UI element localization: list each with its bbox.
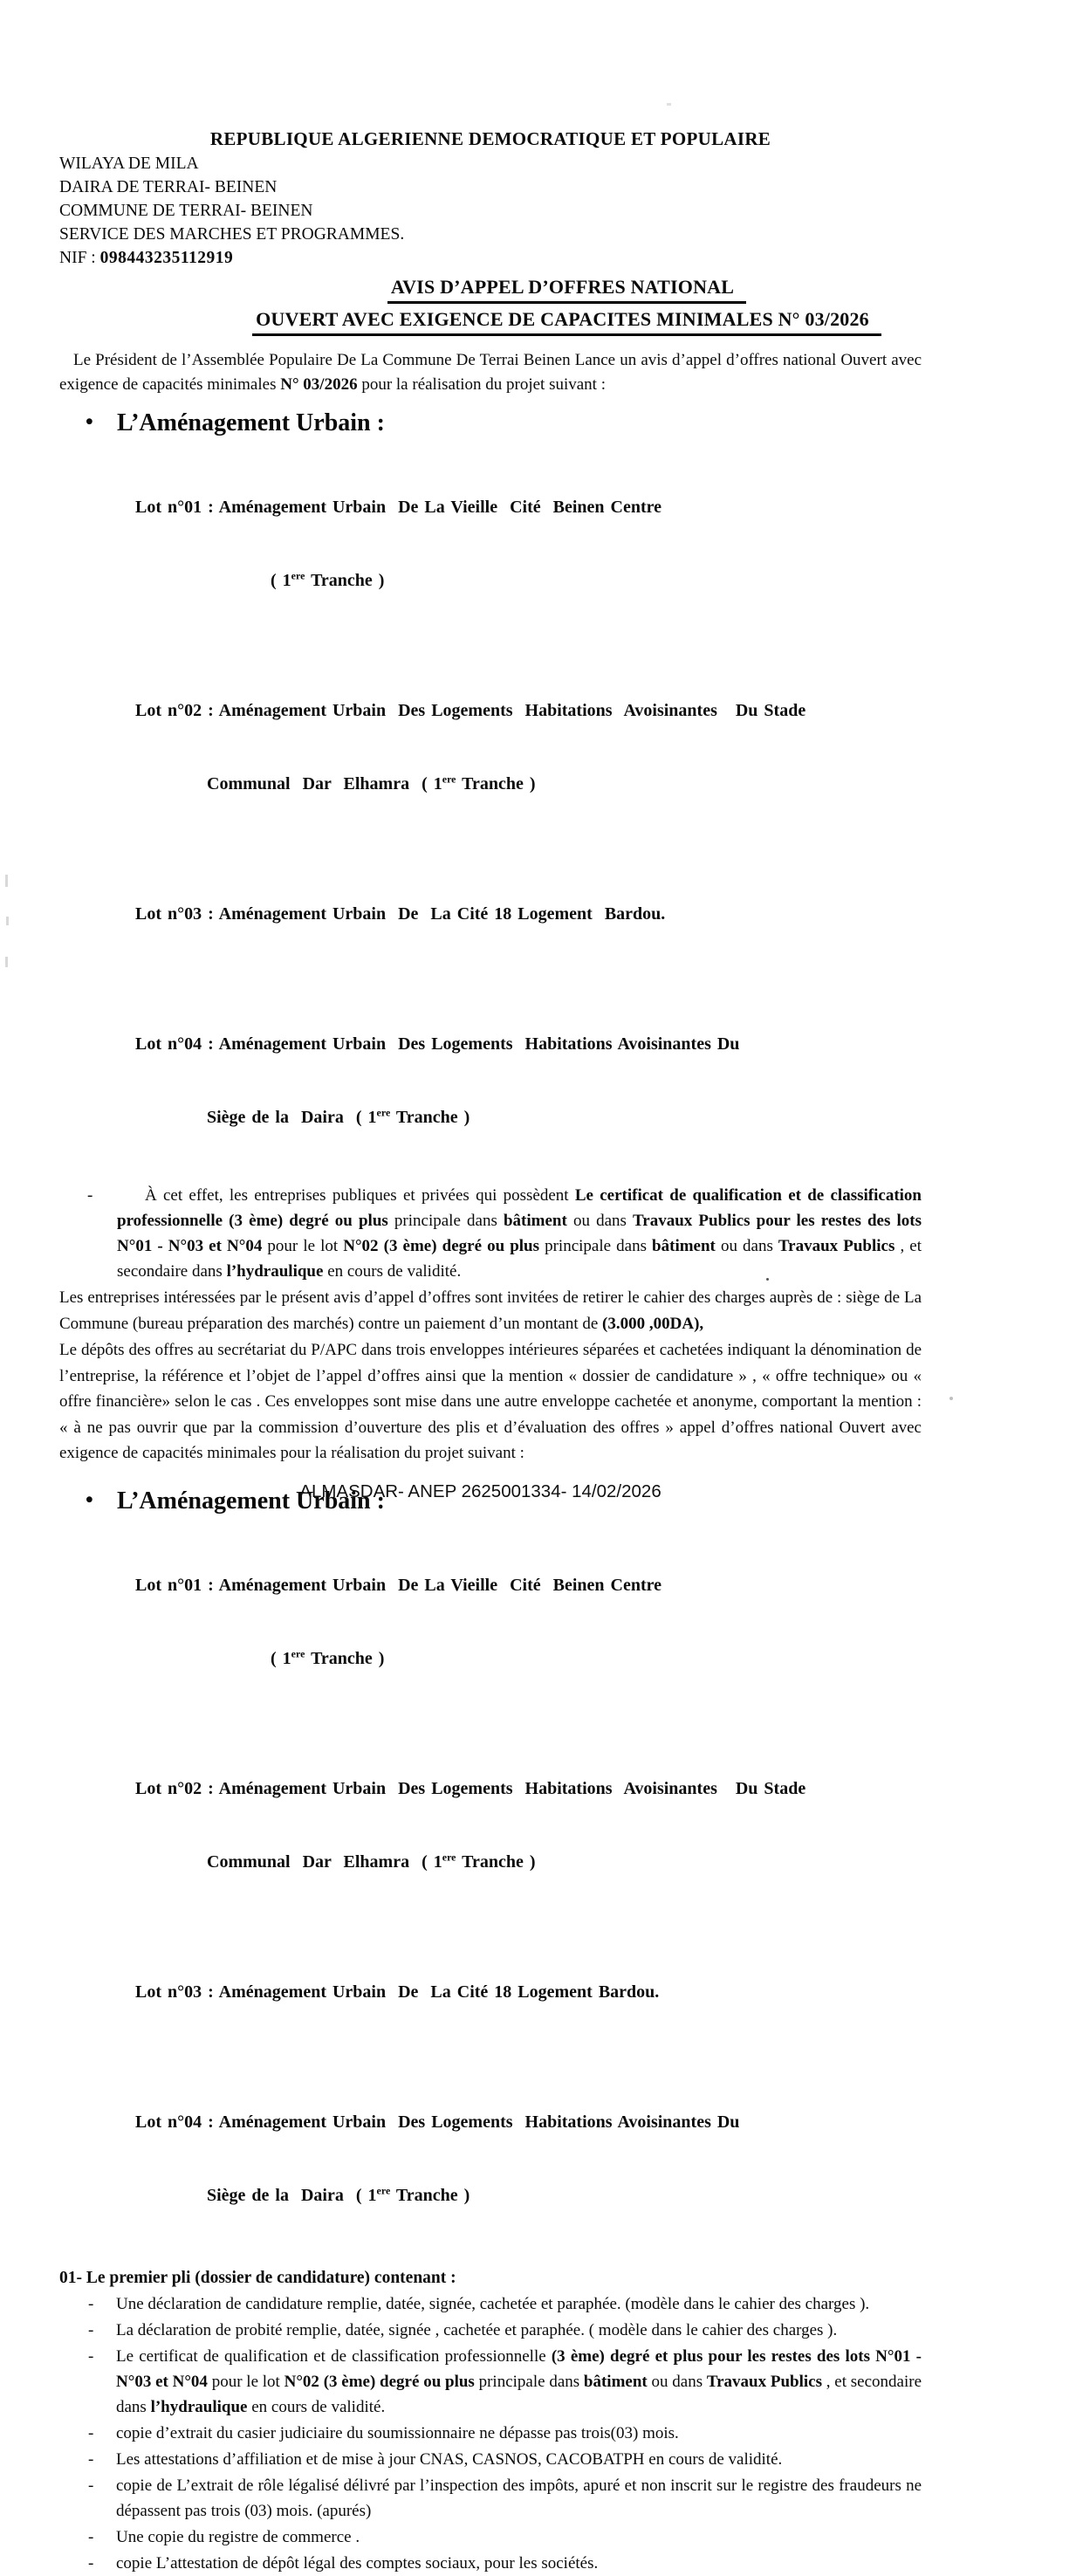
- dash-icon: -: [88, 2449, 94, 2469]
- dash-icon: -: [87, 1186, 93, 1205]
- lot-item-02: [135, 649, 922, 845]
- qualification-condition-item: [59, 1183, 922, 1284]
- issuing-office-block: [59, 152, 922, 246]
- lot-item-03: [135, 853, 922, 975]
- lot-line: Lot n°02 : Aménagement Urbain Des Logements Habitations Avoisinantes Du Stade: [135, 701, 806, 720]
- lot-line: Lot n°01 : Aménagement Urbain De La Vieille Cité Beinen Centre: [135, 498, 662, 517]
- pli-list-item: [59, 2447, 922, 2472]
- pli-list-item: [59, 2291, 922, 2317]
- nif-label: NIF :: [59, 249, 96, 267]
- scan-artifact: [5, 875, 8, 887]
- notice-title-line2: OUVERT AVEC EXIGENCE DE CAPACITES MINIMALES N° 03/2026: [252, 306, 881, 336]
- office-line-commune: COMMUNE DE TERRAI- BEINEN: [59, 202, 313, 220]
- pli-item-text: La déclaration de probité remplie, datée, signée , cachetée et paraphée. ( modèle dans le cahier des charges ).: [116, 2320, 838, 2339]
- lot-line: Lot n°04 : Aménagement Urbain Des Logements Habitations Avoisinantes Du: [135, 1034, 740, 1054]
- lot-line: Siège de la Daira ( 1ere Tranche ): [207, 1106, 470, 1127]
- lot-line: Lot n°03 : Aménagement Urbain De La Cité 18 Logement Bardou.: [135, 1982, 660, 2002]
- scan-artifact: [5, 957, 8, 967]
- lot-line: Lot n°04 : Aménagement Urbain Des Logements Habitations Avoisinantes Du: [135, 2112, 740, 2132]
- pli-list-item: [59, 2318, 922, 2343]
- pli-item-text: copie L’attestation de dépôt légal des comptes sociaux, pour les sociétés.: [116, 2553, 599, 2573]
- scan-artifact: [949, 1397, 953, 1400]
- project-heading-1: [86, 408, 922, 438]
- pli-list-item: [59, 2421, 922, 2446]
- lot-line: Lot n°02 : Aménagement Urbain Des Logements Habitations Avoisinantes Du Stade: [135, 1778, 806, 1798]
- lot-item-01-repeat: [135, 1524, 922, 1720]
- dash-icon: -: [88, 2346, 94, 2366]
- lot-line: Siège de la Daira ( 1ere Tranche ): [207, 2183, 470, 2205]
- lot-item-03-repeat: [135, 1931, 922, 2053]
- lot-item-01: [135, 446, 922, 642]
- lot-item-04-repeat: [135, 2061, 922, 2257]
- lot-item-02-repeat: [135, 1728, 922, 1923]
- scan-artifact: [6, 917, 9, 925]
- pli-item-text: Une copie du registre de commerce .: [116, 2527, 360, 2546]
- first-envelope-heading: 01- Le premier pli (dossier de candidature) contenant :: [59, 2268, 456, 2287]
- pli-list-item: [59, 2551, 922, 2576]
- bullet-icon: •: [86, 410, 93, 434]
- submission-paragraph: Le dépôts des offres au secrétariat du P/APC dans trois enveloppes intérieures séparées et cachetées indiquant la dénomination de l’entreprise, la référence et l’objet de l’appel d’offres ainsi que la mention « dossier de candidature » , « offre technique» ou « offre financière» selon le cas . Ces enveloppes sont mise dans une autre enveloppe cachetée et anonyme, comportant la mention : « à ne pas ouvrir que par la commission d’ouverture des plis et d’évaluation des offres » appel d’offres national Ouvert avec exigence de capacités minimales pour la réalisation du projet suivant :: [59, 1341, 922, 1462]
- lot-item-04: [135, 983, 922, 1178]
- publication-footer: ALMASDAR- ANEP 2625001334- 14/02/2026: [299, 1481, 661, 1501]
- document-content: [59, 127, 922, 2576]
- nif-line: [59, 246, 922, 270]
- lot-line: Communal Dar Elhamra ( 1ere Tranche ): [207, 773, 536, 793]
- republic-title: REPUBLIQUE ALGERIENNE DEMOCRATIQUE ET POPULAIRE: [209, 128, 771, 149]
- lot-line: Lot n°01 : Aménagement Urbain De La Vieille Cité Beinen Centre: [135, 1575, 662, 1595]
- notice-title: [59, 274, 922, 336]
- project-heading-label: L’Aménagement Urbain :: [117, 1487, 385, 1515]
- pli-item-text: copie de L’extrait de rôle légalisé délivré par l’inspection des impôts, apuré et non inscrit sur le registre des fraudeurs ne dépassent pas trois (03) mois. (apurés): [116, 2476, 922, 2520]
- pli-item-text: Les attestations d’affiliation et de mise à jour CNAS, CASNOS, CACOBATPH en cours de validité.: [116, 2449, 783, 2469]
- dash-icon: -: [88, 2476, 94, 2495]
- lot-line: ( 1ere Tranche ): [271, 569, 385, 590]
- office-line-wilaya: WILAYA DE MILA: [59, 155, 199, 173]
- project-heading-label: L’Aménagement Urbain :: [117, 409, 385, 436]
- dash-icon: -: [88, 2553, 94, 2573]
- pli-item-text: copie d’extrait du casier judiciaire du soumissionnaire ne dépasse pas trois(03) mois.: [116, 2423, 679, 2442]
- dash-icon: -: [88, 2423, 94, 2442]
- scan-artifact: [766, 1278, 769, 1281]
- pli-item-text: Le certificat de qualification et de classification professionnelle (3 ème) degré et plus pour les restes des lots N°01 - N°03 et N°04 pour le lot N°02 (3 ème) degré ou plus principale dans bâtiment ou dans Travaux Publics , et secondaire dans l’hydraulique en cours de validité.: [116, 2346, 922, 2416]
- scan-artifact: [667, 103, 671, 106]
- lot-line: ( 1ere Tranche ): [271, 1646, 385, 1668]
- dash-icon: -: [88, 2320, 94, 2339]
- nif-value: 098443235112919: [99, 249, 234, 267]
- dash-icon: -: [88, 2294, 94, 2313]
- office-line-daira: DAIRA DE TERRAI- BEINEN: [59, 178, 278, 196]
- lot-line: Communal Dar Elhamra ( 1ere Tranche ): [207, 1850, 536, 1872]
- qualification-condition-text: À cet effet, les entreprises publiques et privées qui possèdent Le certificat de qualification et de classification professionnelle (3 ème) degré ou plus principale dans bâtiment ou dans Travaux Publics pour les restes des lots N°01 - N°03 et N°04 pour le lot N°02 (3 ème) degré ou plus principale dans bâtiment ou dans Travaux Publics , et secondaire dans l’hydraulique en cours de validité.: [117, 1186, 922, 1281]
- pli-item-text: Une déclaration de candidature remplie, datée, signée, cachetée et paraphée. (modèle dans le cahier des charges ).: [116, 2294, 870, 2313]
- pli-list-item: [59, 2344, 922, 2420]
- lot-line: Lot n°03 : Aménagement Urbain De La Cité 18 Logement Bardou.: [135, 904, 666, 924]
- withdrawal-paragraph: Les entreprises intéressées par le présent avis d’appel d’offres sont invitées de retirer le cahier des charges auprès de : siège de La Commune (bureau préparation des marchés) contre un paiement d’un montant de (3.000 ,00DA),: [59, 1288, 922, 1333]
- dash-icon: -: [88, 2527, 94, 2546]
- pli-list-item: [59, 2473, 922, 2524]
- pli-list-item: [59, 2524, 922, 2550]
- intro-paragraph: Le Président de l’Assemblée Populaire De La Commune De Terrai Beinen Lance un avis d’appel d’offres national Ouvert avec exigence de capacités minimales N° 03/2026 pour la réalisation du projet suivant :: [59, 351, 922, 394]
- bullet-icon: •: [86, 1487, 93, 1512]
- notice-title-line1: AVIS D’APPEL D’OFFRES NATIONAL: [387, 274, 746, 304]
- office-line-service: SERVICE DES MARCHES ET PROGRAMMES.: [59, 225, 405, 244]
